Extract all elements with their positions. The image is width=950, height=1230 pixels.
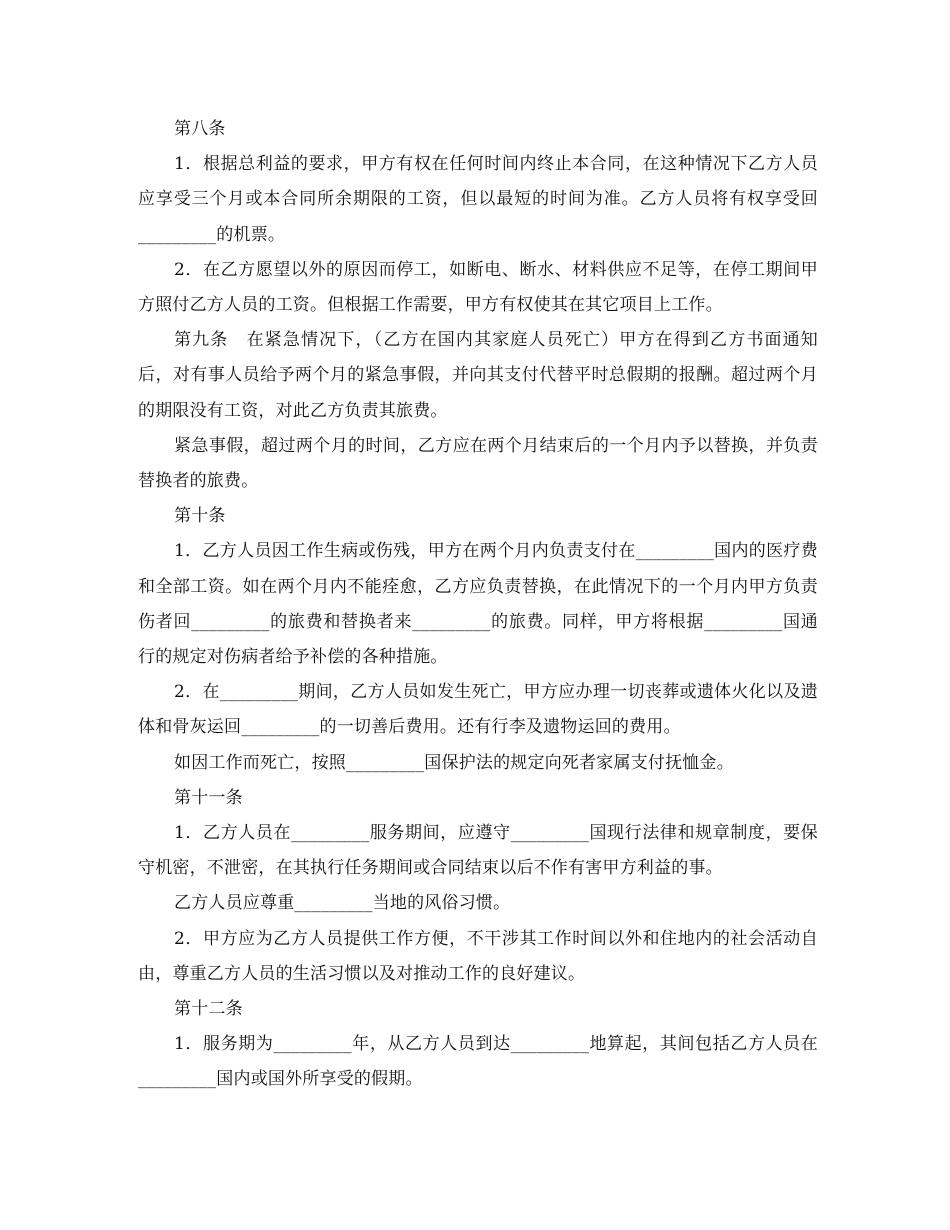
article-9-text: 第九条 在紧急情况下，（乙方在国内其家庭人员死亡）甲方在得到乙方书面通知后，对有事人员给予两个月的紧急事假，并向其支付代替平时总假期的报酬。超过两个月的期限没有工资，对此乙方负责其旅费。 — [138, 330, 818, 421]
article-11-customs: 乙方人员应尊重_________当地的风俗习惯。 — [174, 893, 511, 914]
article-10-pension: 如因工作而死亡，按照_________国保护法的规定向死者家属支付抚恤金。 — [174, 752, 734, 773]
article-8-heading: 第八条 — [174, 119, 226, 139]
article-12-heading: 第十二条 — [174, 999, 243, 1020]
article-8-clause-1: 1．根据总利益的要求，甲方有权在任何时间内终止本合同，在这种情况下乙方人员应享受三个月或本合同所余期限的工资，但以最短的时间为准。乙方人员将有权享受回_________的机票。 — [138, 154, 818, 245]
article-8-clause-2: 2．在乙方愿望以外的原因而停工，如断电、断水、材料供应不足等，在停工期间甲方照付乙方人员的工资。但根据工作需要，甲方有权使其在其它项目上工作。 — [138, 259, 818, 316]
article-11-clause-1: 1．乙方人员在_________服务期间，应遵守_________国现行法律和规章制度，要保守机密，不泄密，在其执行任务期间或合同结束以后不作有害甲方利益的事。 — [138, 823, 818, 879]
article-10-heading: 第十条 — [174, 506, 226, 527]
article-11-clause-2: 2．甲方应为乙方人员提供工作方便，不干涉其工作时间以外和住地内的社会活动自由，尊重乙方人员的生活习惯以及对推动工作的良好建议。 — [138, 928, 818, 984]
article-10-clause-1: 1．乙方人员因工作生病或伤残，甲方在两个月内负责支付在_________国内的医疗费和全部工资。如在两个月内不能痊愈，乙方应负责替换，在此情况下的一个月内甲方负责伤者回_________的旅费和替换者来_________的旅费。同样，甲方将根据_________国通行的规定对伤病者给予补偿的各种措施。 — [138, 541, 818, 668]
article-9-emergency-leave: 紧急事假，超过两个月的时间，乙方应在两个月结束后的一个月内予以替换，并负责替换者的旅费。 — [138, 435, 818, 492]
article-12-clause-1: 1．服务期为_________年，从乙方人员到达_________地算起，其间包括乙方人员在_________国内或国外所享受的假期。 — [138, 1034, 818, 1090]
document-page — [138, 112, 818, 1098]
article-11-heading: 第十一条 — [174, 787, 243, 808]
article-10-clause-2: 2．在_________期间，乙方人员如发生死亡，甲方应办理一切丧葬或遗体火化以及遗体和骨灰运回_________的一切善后费用。还有行李及遗物运回的费用。 — [138, 682, 818, 738]
